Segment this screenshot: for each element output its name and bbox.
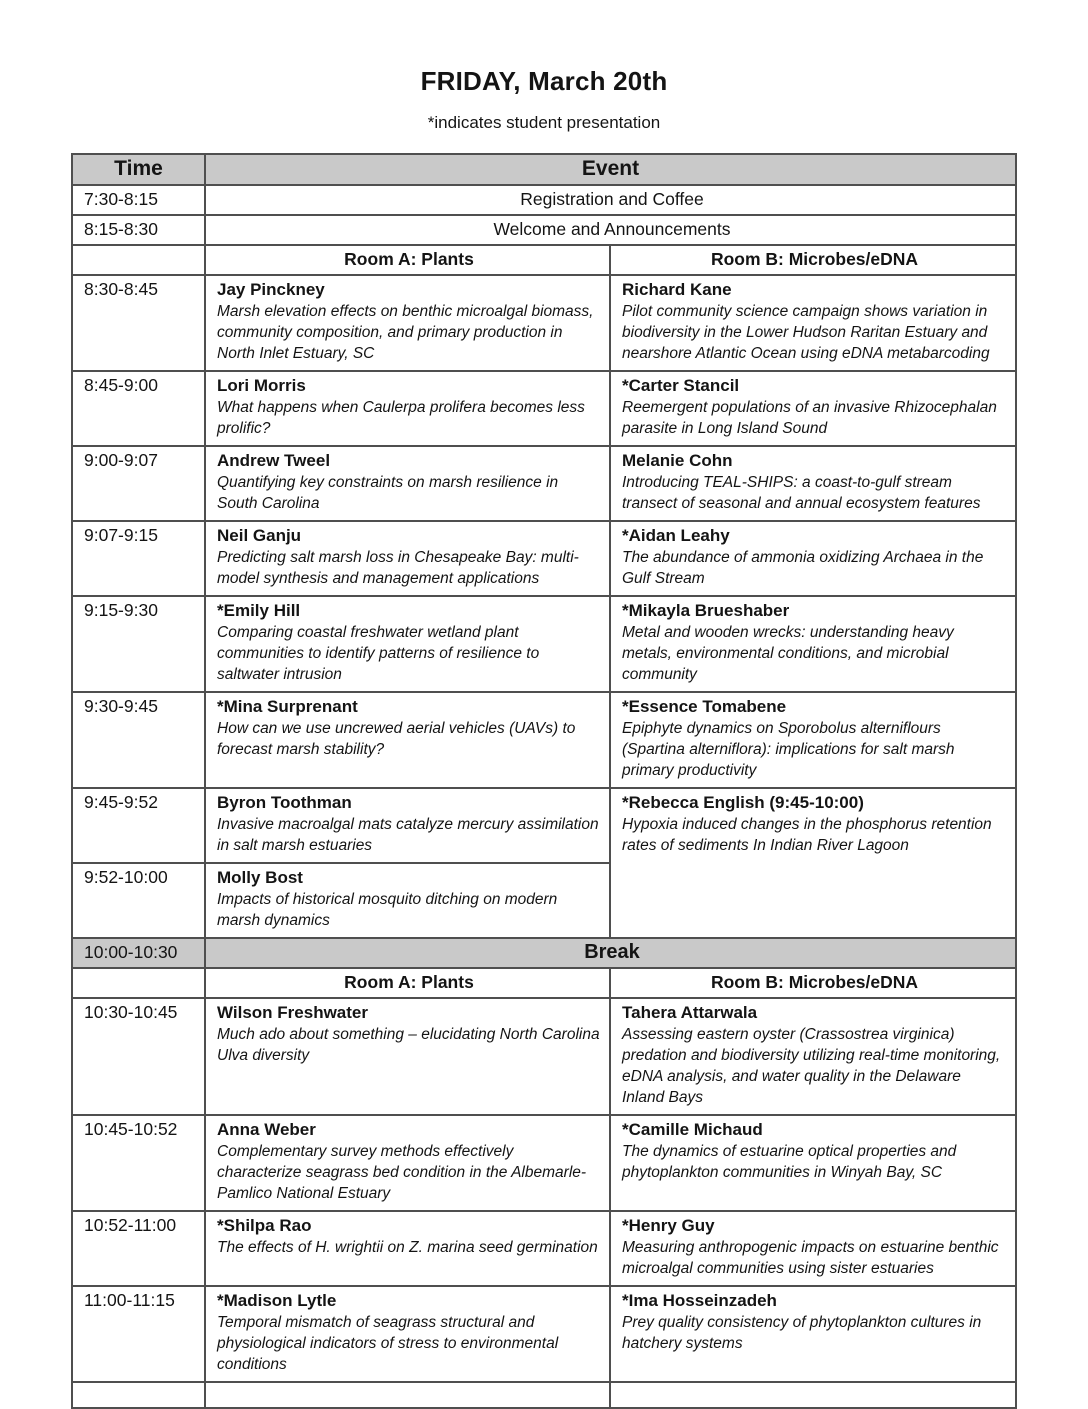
session-cell-room-a	[205, 788, 610, 863]
presenter-name: *Mina Surprenant	[217, 697, 358, 716]
time-cell-empty	[72, 968, 205, 998]
session-row	[72, 446, 1016, 521]
session-cell-room-b	[610, 788, 1016, 938]
session-row	[72, 275, 1016, 371]
presenter-name: *Aidan Leahy	[622, 526, 730, 545]
presenter-name: *Emily Hill	[217, 601, 301, 620]
presenter-name: Andrew Tweel	[217, 451, 331, 470]
room-b-cell-empty	[610, 1382, 1016, 1408]
session-row	[72, 1286, 1016, 1382]
presenter-name: Richard Kane	[622, 280, 732, 299]
session-row	[72, 1115, 1016, 1211]
event-cell: Registration and Coffee	[205, 185, 1016, 215]
room-b-header: Room B: Microbes/eDNA	[610, 245, 1016, 275]
presenter-name: *Shilpa Rao	[217, 1216, 312, 1235]
room-header-row	[72, 968, 1016, 998]
session-cell-room-a	[205, 1211, 610, 1286]
session-row	[72, 788, 1016, 863]
presenter-name: *Camille Michaud	[622, 1120, 763, 1139]
session-cell-room-a	[205, 863, 610, 938]
room-header-row	[72, 245, 1016, 275]
time-cell: 9:07-9:15	[72, 521, 205, 596]
talk-title: What happens when Caulerpa prolifera becomes less prolific?	[217, 399, 585, 437]
talk-title: Epiphyte dynamics on Sporobolus alterniflours (Spartina alterniflora): implications for salt marsh primary productivity	[622, 720, 955, 779]
talk-title: Prey quality consistency of phytoplankton cultures in hatchery systems	[622, 1314, 982, 1352]
schedule-table	[71, 153, 1017, 1409]
room-a-header: Room A: Plants	[205, 245, 610, 275]
session-row	[72, 1211, 1016, 1286]
talk-title: Hypoxia induced changes in the phosphorus retention rates of sediments In Indian River Lagoon	[622, 816, 992, 854]
presenter-name: *Madison Lytle	[217, 1291, 337, 1310]
session-cell-room-b	[610, 275, 1016, 371]
presenter-name: Anna Weber	[217, 1120, 316, 1139]
talk-title: Assessing eastern oyster (Crassostrea virginica) predation and biodiversity utilizing real-time monitoring, eDNA analysis, and water quality in the Delaware Inland Bays	[622, 1026, 1001, 1106]
presenter-name: *Essence Tomabene	[622, 697, 787, 716]
presenter-name: Lori Morris	[217, 376, 306, 395]
talk-title: Quantifying key constraints on marsh resilience in South Carolina	[217, 474, 559, 512]
session-row	[72, 371, 1016, 446]
session-cell-room-b	[610, 596, 1016, 692]
session-row	[72, 596, 1016, 692]
talk-title: Comparing coastal freshwater wetland plant communities to identify patterns of resilience to saltwater intrusion	[217, 624, 540, 683]
time-cell: 9:00-9:07	[72, 446, 205, 521]
talk-title: Temporal mismatch of seagrass structural and physiological indicators of stress to environmental conditions	[217, 1314, 559, 1373]
event-cell: Welcome and Announcements	[205, 215, 1016, 245]
talk-title: How can we use uncrewed aerial vehicles (UAVs) to forecast marsh stability?	[217, 720, 576, 758]
column-header-row	[72, 154, 1016, 185]
session-cell-room-b	[610, 1115, 1016, 1211]
session-cell-room-a	[205, 1115, 610, 1211]
time-cell: 9:45-9:52	[72, 788, 205, 863]
session-cell-room-b	[610, 998, 1016, 1115]
session-cell-room-a	[205, 596, 610, 692]
page-subtitle: *indicates student presentation	[427, 113, 661, 132]
break-row	[72, 938, 1016, 968]
session-cell-room-a	[205, 446, 610, 521]
session-cell-room-b	[610, 1211, 1016, 1286]
time-cell: 10:00-10:30	[72, 938, 205, 968]
talk-title: The effects of H. wrightii on Z. marina seed germination	[217, 1239, 598, 1256]
session-row	[72, 521, 1016, 596]
presenter-name: *Rebecca English (9:45-10:00)	[622, 793, 864, 812]
room-b-header: Room B: Microbes/eDNA	[610, 968, 1016, 998]
talk-title: Pilot community science campaign shows variation in biodiversity in the Lower Hudson Raritan Estuary and nearshore Atlantic Ocean using eDNA metabarcoding	[622, 303, 990, 362]
schedule-body	[72, 185, 1016, 1408]
full-width-row	[72, 185, 1016, 215]
presenter-name: *Carter Stancil	[622, 376, 740, 395]
session-cell-room-b	[610, 371, 1016, 446]
event-cell: Break	[205, 938, 1016, 968]
presenter-name: *Ima Hosseinzadeh	[622, 1291, 777, 1310]
event-column-header: Event	[205, 154, 1016, 185]
time-cell: 10:30-10:45	[72, 998, 205, 1115]
full-width-row	[72, 215, 1016, 245]
presenter-name: Molly Bost	[217, 868, 303, 887]
presenter-name: Byron Toothman	[217, 793, 352, 812]
talk-title: The dynamics of estuarine optical properties and phytoplankton communities in Winyah Bay, SC	[622, 1143, 957, 1181]
time-cell-empty	[72, 245, 205, 275]
session-cell-room-a	[205, 371, 610, 446]
presenter-name: Wilson Freshwater	[217, 1003, 368, 1022]
session-cell-room-a	[205, 998, 610, 1115]
talk-title: Metal and wooden wrecks: understanding heavy metals, environmental conditions, and microbial community	[622, 624, 954, 683]
empty-row	[72, 1382, 1016, 1408]
time-cell: 7:30-8:15	[72, 185, 205, 215]
session-cell-room-a	[205, 521, 610, 596]
page-title: FRIDAY, March 20th	[420, 66, 668, 96]
session-cell-room-a	[205, 275, 610, 371]
time-cell: 10:52-11:00	[72, 1211, 205, 1286]
presenter-name: Neil Ganju	[217, 526, 302, 545]
talk-title: Much ado about something – elucidating North Carolina Ulva diversity	[217, 1026, 600, 1064]
session-cell-room-b	[610, 521, 1016, 596]
talk-title: Measuring anthropogenic impacts on estuarine benthic microalgal communities using sister estuaries	[622, 1239, 999, 1277]
time-cell: 9:15-9:30	[72, 596, 205, 692]
talk-title: The abundance of ammonia oxidizing Archaea in the Gulf Stream	[622, 549, 984, 587]
time-cell: 8:45-9:00	[72, 371, 205, 446]
session-row	[72, 998, 1016, 1115]
time-cell-empty	[72, 1382, 205, 1408]
time-cell: 10:45-10:52	[72, 1115, 205, 1211]
presenter-name: *Mikayla Brueshaber	[622, 601, 790, 620]
time-cell: 11:00-11:15	[72, 1286, 205, 1382]
presenter-name: *Henry Guy	[622, 1216, 715, 1235]
session-cell-room-b	[610, 692, 1016, 788]
time-column-header: Time	[72, 154, 205, 185]
time-cell: 8:15-8:30	[72, 215, 205, 245]
talk-title: Invasive macroalgal mats catalyze mercury assimilation in salt marsh estuaries	[217, 816, 599, 854]
talk-title: Marsh elevation effects on benthic microalgal biomass, community composition, and primary production in North Inlet Estuary, SC	[217, 303, 594, 362]
session-row	[72, 692, 1016, 788]
room-a-cell-empty	[205, 1382, 610, 1408]
session-cell-room-a	[205, 1286, 610, 1382]
time-cell: 8:30-8:45	[72, 275, 205, 371]
time-cell: 9:52-10:00	[72, 863, 205, 938]
presenter-name: Tahera Attarwala	[622, 1003, 758, 1022]
presenter-name: Jay Pinckney	[217, 280, 325, 299]
time-cell: 9:30-9:45	[72, 692, 205, 788]
session-cell-room-b	[610, 446, 1016, 521]
talk-title: Impacts of historical mosquito ditching on modern marsh dynamics	[217, 891, 558, 929]
talk-title: Reemergent populations of an invasive Rhizocephalan parasite in Long Island Sound	[622, 399, 997, 437]
talk-title: Introducing TEAL-SHIPS: a coast-to-gulf stream transect of seasonal and annual ecosystem features	[622, 474, 981, 512]
talk-title: Predicting salt marsh loss in Chesapeake Bay: multi-model synthesis and management applications	[217, 549, 579, 587]
room-a-header: Room A: Plants	[205, 968, 610, 998]
presenter-name: Melanie Cohn	[622, 451, 733, 470]
session-cell-room-a	[205, 692, 610, 788]
talk-title: Complementary survey methods effectively characterize seagrass bed condition in the Albemarle-Pamlico National Estuary	[217, 1143, 587, 1202]
session-cell-room-b	[610, 1286, 1016, 1382]
